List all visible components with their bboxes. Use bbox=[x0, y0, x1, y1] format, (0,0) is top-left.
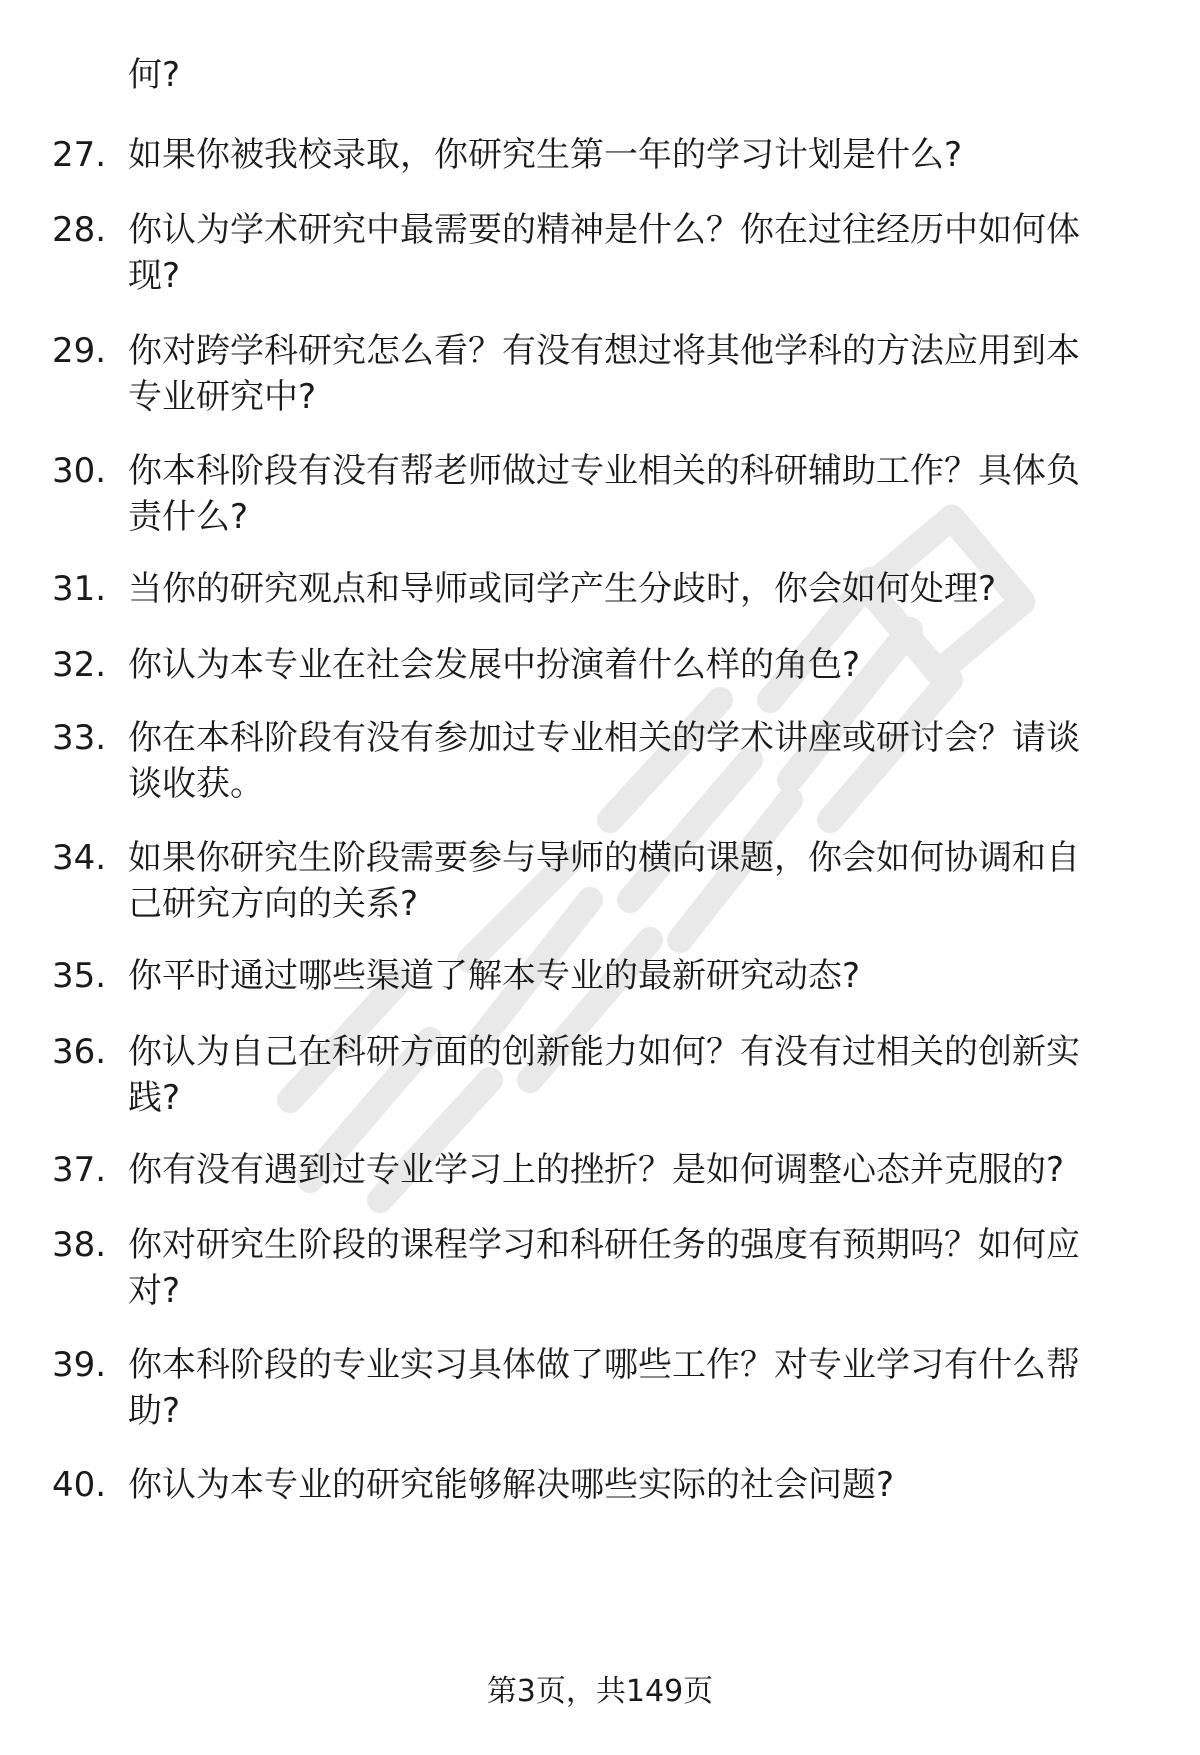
question-number: 28. bbox=[52, 210, 107, 250]
question-text-line: 现? bbox=[128, 256, 181, 296]
question-text-line: 专业研究中? bbox=[128, 377, 317, 417]
question-text bbox=[128, 566, 1138, 612]
page-footer: 第3页，共149页 bbox=[486, 1674, 714, 1709]
question-text-line: 助? bbox=[128, 1391, 181, 1431]
question-text-line: 你本科阶段有没有帮老师做过专业相关的科研辅助工作？具体负 bbox=[128, 451, 1080, 491]
question-text bbox=[128, 132, 1138, 178]
question-text bbox=[128, 448, 1138, 540]
question-number: 29. bbox=[52, 331, 107, 371]
question-text-line: 当你的研究观点和导师或同学产生分歧时，你会如何处理? bbox=[128, 569, 997, 609]
question-text-line: 你本科阶段的专业实习具体做了哪些工作？对专业学习有什么帮 bbox=[128, 1345, 1080, 1385]
question-text-line: 践? bbox=[128, 1078, 181, 1118]
question-text-line: 你对跨学科研究怎么看？有没有想过将其他学科的方法应用到本 bbox=[128, 331, 1080, 371]
question-text-line: 你认为学术研究中最需要的精神是什么？你在过往经历中如何体 bbox=[128, 210, 1080, 250]
question-number: 31. bbox=[52, 569, 107, 609]
question-text bbox=[128, 1147, 1138, 1193]
question-text bbox=[128, 1342, 1138, 1434]
question-number: 35. bbox=[52, 956, 107, 996]
question-number: 38. bbox=[52, 1225, 107, 1265]
question-text-line: 如果你研究生阶段需要参与导师的横向课题，你会如何协调和自 bbox=[128, 838, 1080, 878]
question-text-line: 对? bbox=[128, 1271, 181, 1311]
question-text-line: 己研究方向的关系? bbox=[128, 884, 419, 924]
question-text bbox=[128, 953, 1138, 999]
question-text-line: 你在本科阶段有没有参加过专业相关的学术讲座或研讨会？请谈 bbox=[128, 718, 1080, 758]
question-text bbox=[128, 1029, 1138, 1121]
question-text-line: 你认为本专业的研究能够解决哪些实际的社会问题? bbox=[128, 1465, 895, 1505]
question-text bbox=[128, 328, 1138, 420]
question-text-line: 如果你被我校录取，你研究生第一年的学习计划是什么? bbox=[128, 135, 963, 175]
question-number: 34. bbox=[52, 838, 107, 878]
question-26-continuation: 何? bbox=[128, 55, 181, 95]
question-number: 36. bbox=[52, 1032, 107, 1072]
question-number: 39. bbox=[52, 1345, 107, 1385]
question-text bbox=[128, 207, 1138, 299]
question-text bbox=[128, 642, 1138, 688]
question-text bbox=[128, 1462, 1138, 1508]
question-text bbox=[128, 1222, 1138, 1314]
question-text-line: 你认为自己在科研方面的创新能力如何？有没有过相关的创新实 bbox=[128, 1032, 1080, 1072]
question-number: 40. bbox=[52, 1465, 107, 1505]
question-text-line: 你认为本专业在社会发展中扮演着什么样的角色? bbox=[128, 645, 861, 685]
question-number: 33. bbox=[52, 718, 107, 758]
question-number: 27. bbox=[52, 135, 107, 175]
question-text bbox=[128, 715, 1138, 807]
question-text bbox=[128, 835, 1138, 927]
question-number: 32. bbox=[52, 645, 107, 685]
question-text-line: 你有没有遇到过专业学习上的挫折？是如何调整心态并克服的? bbox=[128, 1150, 1065, 1190]
question-text-line: 你平时通过哪些渠道了解本专业的最新研究动态? bbox=[128, 956, 861, 996]
question-text-line: 谈收获。 bbox=[128, 764, 264, 804]
question-number: 30. bbox=[52, 451, 107, 491]
question-number: 37. bbox=[52, 1150, 107, 1190]
question-text-line: 责什么? bbox=[128, 497, 249, 537]
question-text-line: 你对研究生阶段的课程学习和科研任务的强度有预期吗？如何应 bbox=[128, 1225, 1080, 1265]
